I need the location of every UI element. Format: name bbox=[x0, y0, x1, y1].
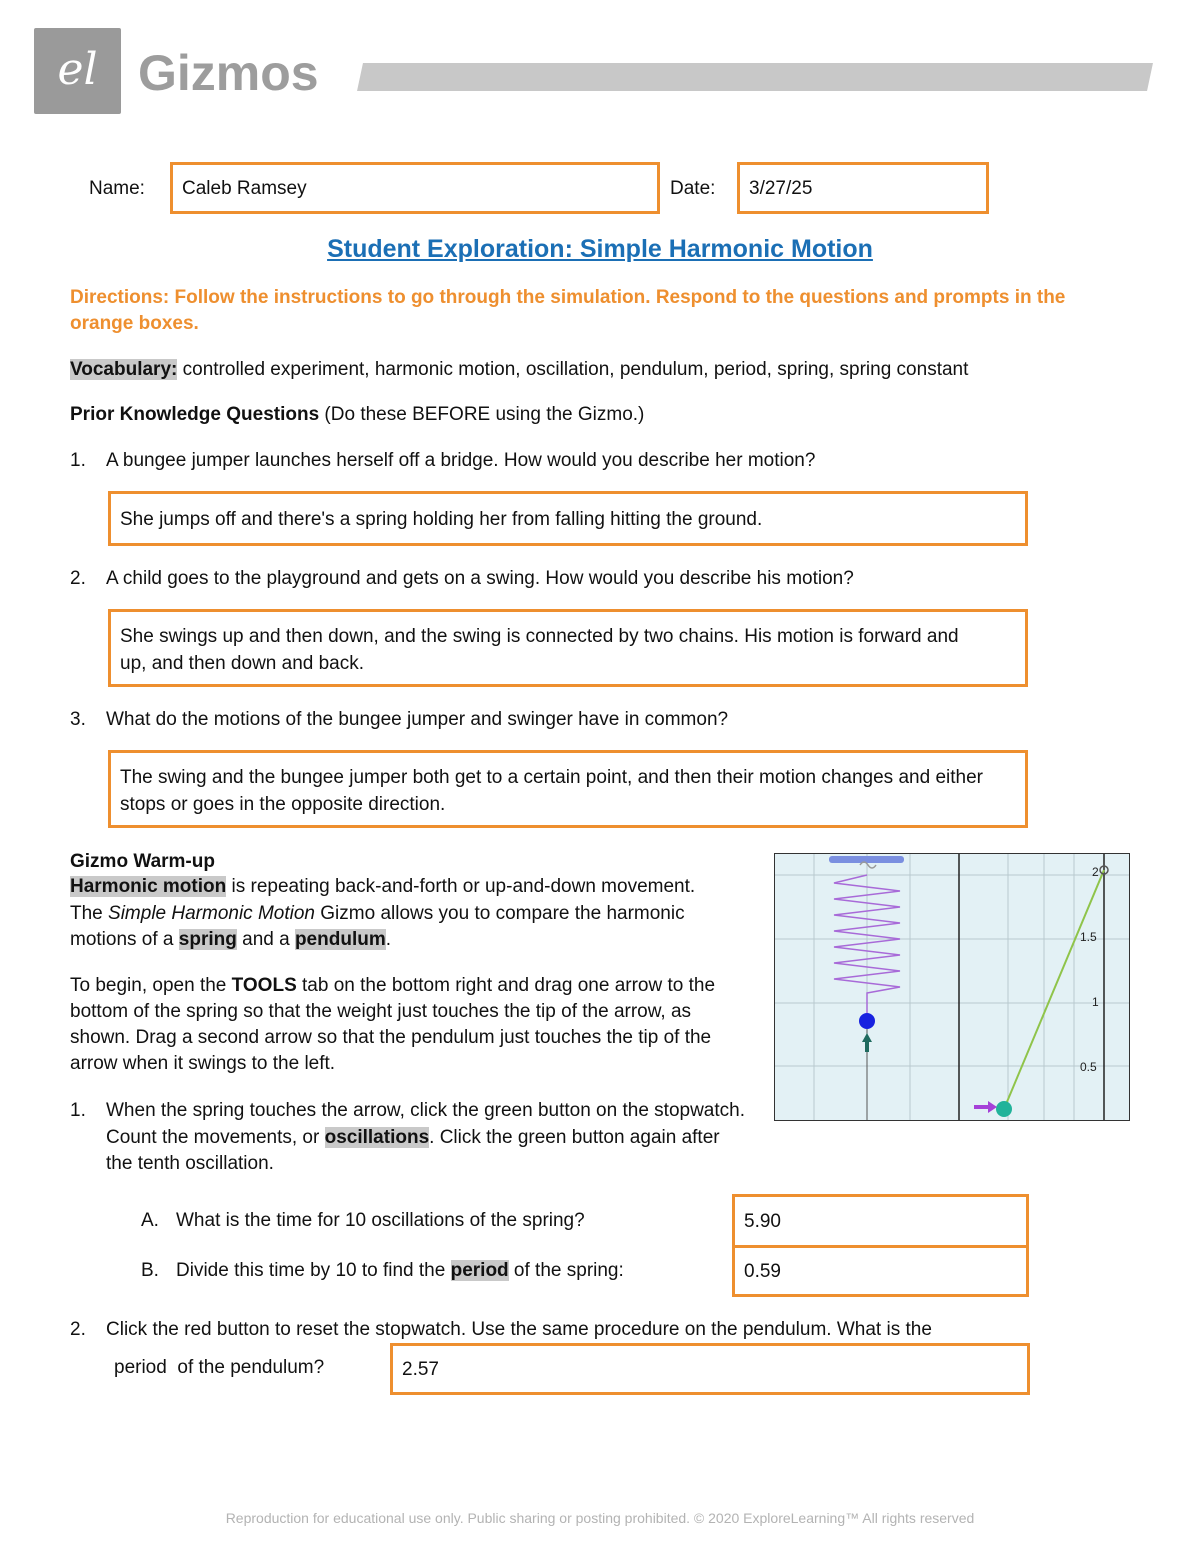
warmup-qA-answer-box[interactable] bbox=[732, 1194, 1029, 1248]
name-value: Caleb Ramsey bbox=[182, 178, 307, 199]
prior-q1-num: 1. bbox=[70, 450, 86, 471]
header-bar bbox=[357, 63, 1153, 91]
term-period: period bbox=[450, 1260, 509, 1281]
simulation-svg bbox=[774, 853, 1130, 1121]
warmup-q2-answer: 2.57 bbox=[402, 1359, 439, 1380]
warmup-q2-answer-box[interactable] bbox=[390, 1343, 1030, 1395]
term-oscillations: oscillations bbox=[324, 1126, 430, 1148]
warmup-qB-letter: B. bbox=[141, 1260, 159, 1281]
warmup-text: To begin, open the bbox=[70, 975, 232, 996]
prior-q1-answer: She jumps off and there's a spring holding her from falling hitting the ground. bbox=[120, 509, 763, 530]
logo-letters: el bbox=[57, 44, 98, 95]
name-label: Name: bbox=[89, 178, 145, 199]
term-pendulum: pendulum bbox=[294, 929, 386, 950]
vocabulary bbox=[70, 357, 1140, 383]
warmup-qB-answer: 0.59 bbox=[744, 1261, 781, 1282]
warmup-heading: Gizmo Warm-up bbox=[70, 851, 215, 872]
warmup-q2-line1: Click the red button to reset the stopwatch. Use the same procedure on the pendulum. What is the bbox=[106, 1319, 932, 1340]
warmup-text: is repeating back-and-forth or up-and-down movement. The bbox=[70, 876, 696, 924]
warmup-text: of the spring: bbox=[508, 1260, 624, 1281]
prior-q1-text: A bungee jumper launches herself off a bridge. How would you describe her motion? bbox=[106, 450, 816, 471]
vocab-label: Vocabulary: bbox=[70, 359, 178, 380]
warmup-text: and a bbox=[236, 929, 295, 950]
prior-label: Prior Knowledge Questions bbox=[70, 404, 320, 425]
simulation-image bbox=[774, 853, 1130, 1121]
date-label: Date: bbox=[670, 178, 716, 199]
tick-1: 1 bbox=[1092, 995, 1099, 1009]
tick-0-5: 0.5 bbox=[1080, 1060, 1097, 1074]
prior-q1-answer-box[interactable] bbox=[108, 491, 1028, 546]
tick-1-5: 1.5 bbox=[1080, 930, 1097, 944]
prior-heading bbox=[70, 402, 644, 428]
prior-note: (Do these BEFORE using the Gizmo.) bbox=[319, 404, 645, 425]
vocab-text: controlled experiment, harmonic motion, oscillation, pendulum, period, spring, spring constant bbox=[177, 359, 969, 380]
gizmo-name: Simple Harmonic Motion bbox=[108, 902, 315, 924]
name-field[interactable] bbox=[170, 162, 660, 214]
tools-label: TOOLS bbox=[231, 975, 297, 996]
prior-q2-answer-box[interactable] bbox=[108, 609, 1028, 687]
prior-q2-num: 2. bbox=[70, 568, 86, 589]
term-spring: spring bbox=[178, 929, 237, 950]
warmup-paragraph-2 bbox=[70, 973, 735, 1077]
warmup-text: When the spring touches the arrow, click the green button on the stopwatch. Count the movements, or bbox=[106, 1100, 745, 1148]
warmup-q1-text bbox=[106, 1098, 746, 1178]
directions: Directions: Follow the instructions to go through the simulation. Respond to the questions and prompts in the orange boxes. bbox=[70, 287, 1066, 334]
warmup-q1-num: 1. bbox=[70, 1100, 86, 1121]
page-title: Student Exploration: Simple Harmonic Motion bbox=[327, 235, 873, 263]
warmup-qA-letter: A. bbox=[141, 1210, 159, 1231]
warmup-text: tab on the bottom right and drag one arrow to the bottom of the spring so that the weight just touches the tip of the arrow, as shown. Drag a second arrow so that the pendulum just touches the tip of the arrow when it swings to the left. bbox=[70, 975, 716, 1074]
warmup-text: Divide this time by 10 to find the bbox=[176, 1260, 451, 1281]
warmup-paragraph-1 bbox=[70, 874, 730, 954]
warmup-text: . bbox=[385, 929, 392, 950]
warmup-qA-answer: 5.90 bbox=[744, 1211, 781, 1232]
warmup-qB-answer-box[interactable] bbox=[732, 1245, 1029, 1297]
warmup-q2-line2: period of the pendulum? bbox=[114, 1357, 325, 1378]
prior-q3-text: What do the motions of the bungee jumper and swinger have in common? bbox=[106, 709, 729, 730]
prior-q2-text: A child goes to the playground and gets on a swing. How would you describe his motion? bbox=[106, 568, 854, 589]
prior-q2-answer: She swings up and then down, and the swing is connected by two chains. His motion is forward and up, and then down and back. bbox=[120, 626, 959, 674]
gizmos-logo bbox=[34, 28, 121, 114]
prior-q3-answer: The swing and the bungee jumper both get to a certain point, and then their motion changes and either stops or goes in the opposite direction. bbox=[120, 767, 983, 815]
footer-notice: Reproduction for educational use only. Public sharing or posting prohibited. © 2020 ExploreLearning™ All rights reserved bbox=[225, 1510, 975, 1526]
tick-2: 2 bbox=[1092, 865, 1099, 879]
date-value: 3/27/25 bbox=[749, 178, 813, 199]
date-field[interactable] bbox=[737, 162, 989, 214]
warmup-text: Gizmo allows you to compare the harmonic motions of a bbox=[70, 902, 685, 950]
term-harmonic-motion: Harmonic motion bbox=[70, 876, 227, 897]
prior-q3-num: 3. bbox=[70, 709, 86, 730]
warmup-text: . Click the green button again after the tenth oscillation. bbox=[106, 1126, 720, 1174]
warmup-qB-text bbox=[176, 1258, 624, 1284]
prior-q3-answer-box[interactable] bbox=[108, 750, 1028, 828]
warmup-q2-num: 2. bbox=[70, 1319, 86, 1340]
brand-name: Gizmos bbox=[138, 45, 319, 101]
warmup-qA-text: What is the time for 10 oscillations of the spring? bbox=[176, 1210, 585, 1231]
